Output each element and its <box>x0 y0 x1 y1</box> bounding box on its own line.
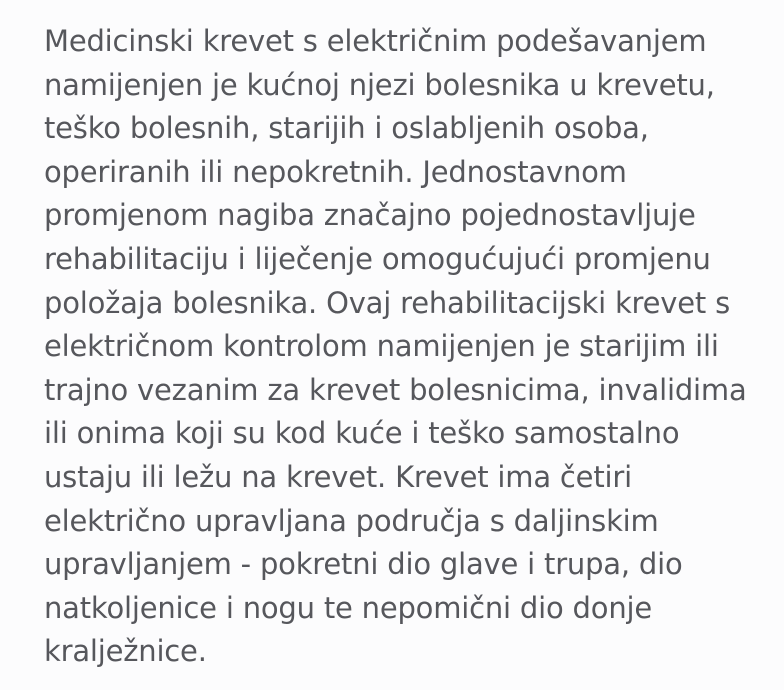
paragraph-line: ili onima koji su kod kuće i teško samostalno <box>44 416 680 451</box>
paragraph-line: ustaju ili ležu na krevet. Krevet ima četiri <box>44 459 632 494</box>
description-paragraph <box>44 20 764 674</box>
paragraph-line: električno upravljana područja s daljinskim <box>44 503 659 538</box>
paragraph-line: promjenom nagiba značajno pojednostavljuje <box>44 198 696 233</box>
paragraph-line: teško bolesnih, starijih i oslabljenih osoba, <box>44 111 649 146</box>
paragraph-line: namijenjen je kućnoj njezi bolesnika u krevetu, <box>44 67 715 102</box>
paragraph-line: natkoljenice i nogu te nepomični dio donje <box>44 590 652 625</box>
paragraph-line: kralježnice. <box>44 634 207 669</box>
paragraph-line: položaja bolesnika. Ovaj rehabilitacijski krevet s <box>44 285 730 320</box>
paragraph-line: Medicinski krevet s električnim podešavanjem <box>44 24 707 58</box>
paragraph-line: električnom kontrolom namijenjen je starijim ili <box>44 329 719 364</box>
paragraph-line: upravljanjem - pokretni dio glave i trupa, dio <box>44 547 683 582</box>
paragraph-line: trajno vezanim za krevet bolesnicima, invalidima <box>44 372 747 407</box>
paragraph-line: rehabilitaciju i liječenje omogućujući promjenu <box>44 241 711 276</box>
paragraph-line: operiranih ili nepokretnih. Jednostavnom <box>44 154 627 189</box>
